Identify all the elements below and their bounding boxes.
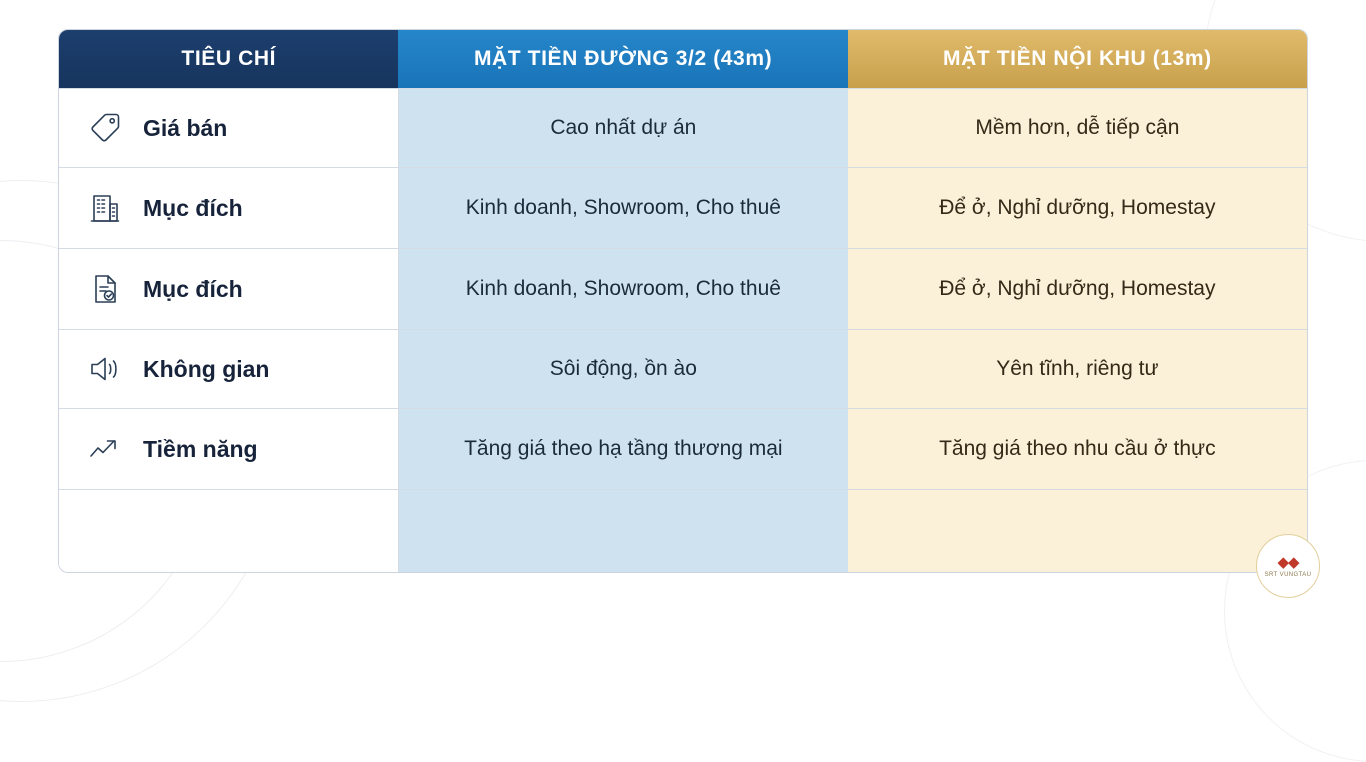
criteria-cell bbox=[59, 490, 398, 572]
criteria-cell bbox=[59, 409, 398, 490]
table-row bbox=[59, 409, 1307, 490]
header-criteria: TIÊU CHÍ bbox=[59, 30, 398, 89]
table-row bbox=[59, 89, 1307, 168]
logo-text: SRT VUNGTAU bbox=[1264, 571, 1312, 578]
table-header-row bbox=[59, 30, 1307, 89]
header-column-a: MẶT TIỀN ĐƯỜNG 3/2 (43m) bbox=[398, 30, 847, 89]
criteria-cell bbox=[59, 330, 398, 409]
document-check-icon bbox=[85, 269, 125, 309]
value-cell-a: Kinh doanh, Showroom, Cho thuê bbox=[398, 249, 847, 330]
building-icon bbox=[85, 188, 125, 228]
value-cell-a: Cao nhất dự án bbox=[398, 89, 847, 168]
comparison-table-container bbox=[58, 29, 1308, 573]
price-tag-icon bbox=[85, 108, 125, 148]
criteria-cell bbox=[59, 89, 398, 168]
criteria-label: Mục đích bbox=[143, 194, 243, 221]
table-row bbox=[59, 249, 1307, 330]
table-body bbox=[59, 89, 1307, 572]
table-row bbox=[59, 330, 1307, 409]
comparison-table bbox=[59, 30, 1307, 572]
speaker-icon bbox=[85, 349, 125, 389]
table-row bbox=[59, 490, 1307, 572]
table-row bbox=[59, 168, 1307, 249]
value-cell-b: Mềm hơn, dễ tiếp cận bbox=[848, 89, 1307, 168]
value-cell-b: Tăng giá theo nhu cầu ở thực bbox=[848, 409, 1307, 490]
value-cell-b: Để ở, Nghỉ dưỡng, Homestay bbox=[848, 168, 1307, 249]
criteria-label: Tiềm năng bbox=[143, 435, 258, 462]
value-cell-a: Sôi động, ồn ào bbox=[398, 330, 847, 409]
trending-up-icon bbox=[85, 429, 125, 469]
value-cell-a: Tăng giá theo hạ tầng thương mại bbox=[398, 409, 847, 490]
header-column-b: MẶT TIỀN NỘI KHU (13m) bbox=[848, 30, 1307, 89]
value-cell-a bbox=[398, 490, 847, 572]
logo-mark-icon: ◆◆ bbox=[1277, 553, 1299, 571]
value-cell-b bbox=[848, 490, 1307, 572]
criteria-label: Mục đích bbox=[143, 275, 243, 302]
criteria-cell bbox=[59, 249, 398, 330]
criteria-label: Không gian bbox=[143, 355, 270, 382]
value-cell-a: Kinh doanh, Showroom, Cho thuê bbox=[398, 168, 847, 249]
criteria-cell bbox=[59, 168, 398, 249]
table-header bbox=[59, 30, 1307, 89]
criteria-label: Giá bán bbox=[143, 114, 228, 141]
value-cell-b: Để ở, Nghỉ dưỡng, Homestay bbox=[848, 249, 1307, 330]
value-cell-b: Yên tĩnh, riêng tư bbox=[848, 330, 1307, 409]
brand-logo bbox=[1256, 534, 1320, 598]
